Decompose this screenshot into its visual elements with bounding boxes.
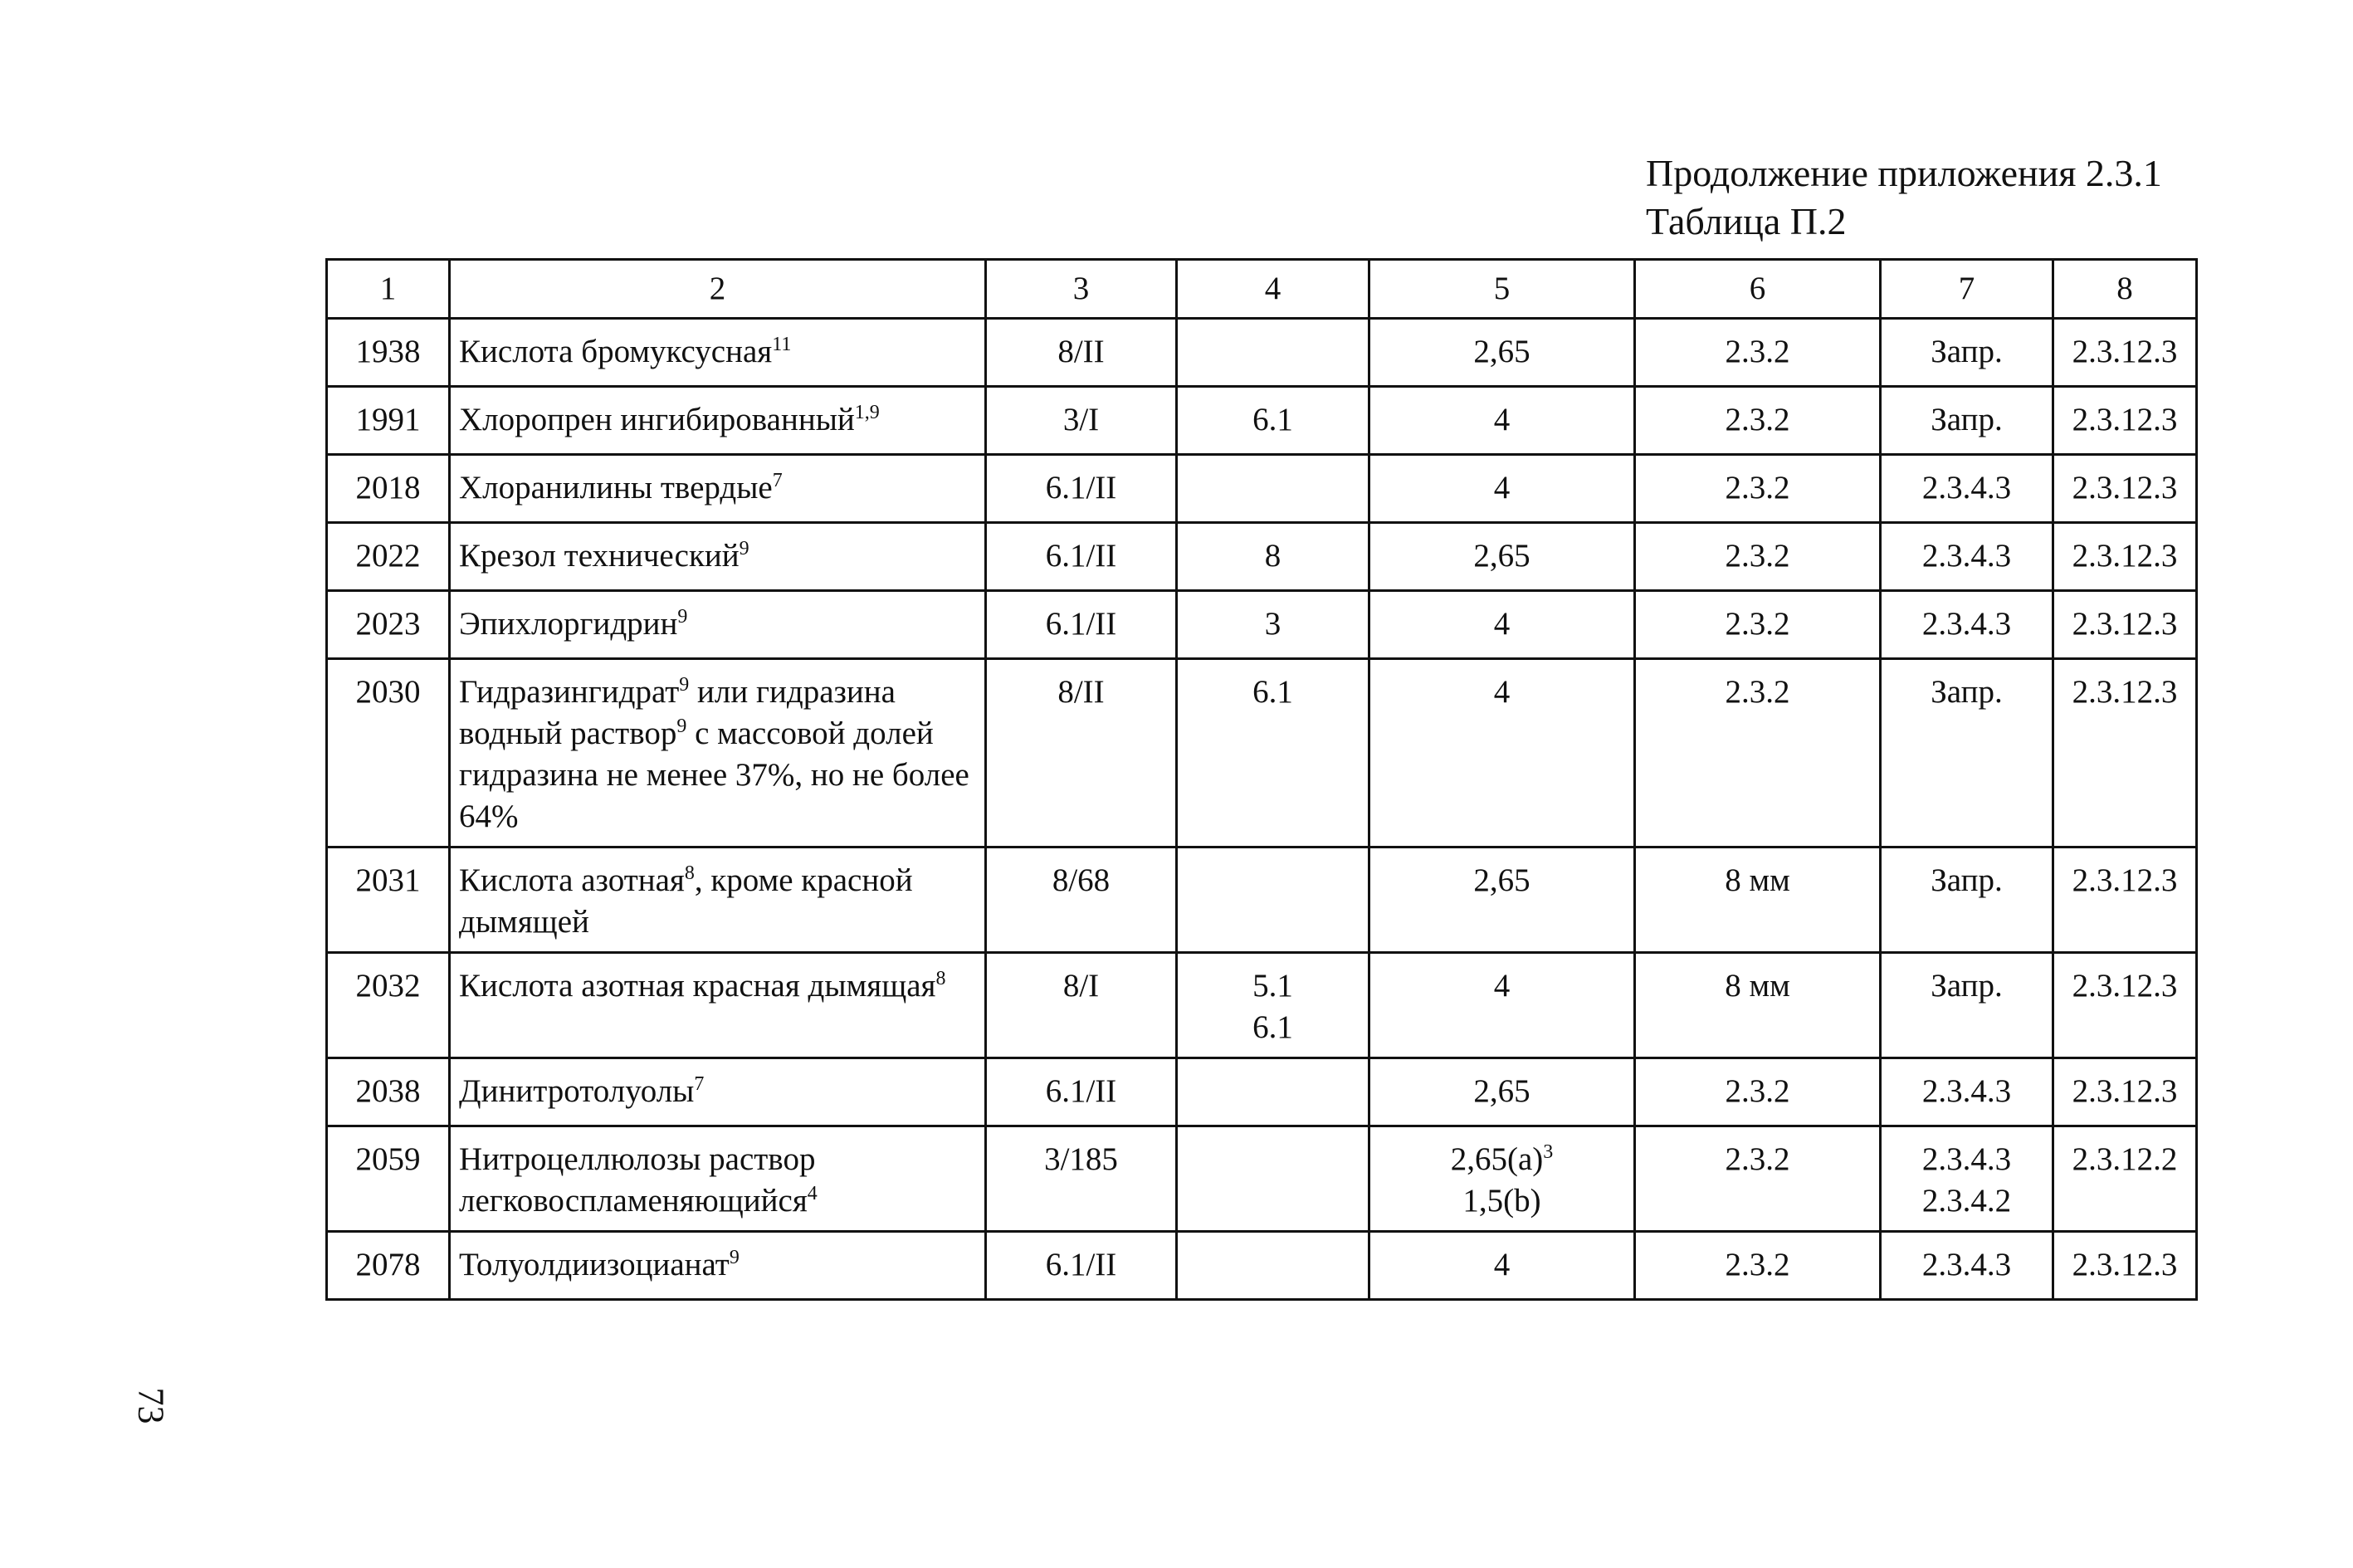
table-title: Таблица П.2: [1646, 200, 1847, 242]
value-text: 4: [1493, 470, 1511, 506]
footnote-ref: 4: [807, 1183, 818, 1204]
cell-ref-7: [1881, 591, 2053, 659]
cell-ref-7: [1881, 1232, 2053, 1300]
cell-value: [1369, 591, 1635, 659]
value-text: 4: [1493, 968, 1511, 1004]
value-text: 1,5(b): [1462, 1183, 1541, 1219]
cell-number: 2038: [327, 1058, 450, 1126]
cell-ref-7: [1881, 659, 2053, 848]
cell-line: 2.3.4.3: [1921, 606, 2012, 642]
footnote-ref: 9: [739, 538, 749, 559]
cell-name: [450, 523, 986, 591]
cell-value: [1369, 1058, 1635, 1126]
cell-line: [1377, 1139, 1627, 1180]
cell-value: [1369, 1126, 1635, 1232]
cell-subsidiary: [1177, 523, 1369, 591]
cell-number: 2018: [327, 455, 450, 523]
cell-line: 6.1: [1252, 1009, 1293, 1045]
cell-subsidiary: [1177, 1058, 1369, 1126]
cell-line: Запр.: [1931, 334, 2003, 369]
cell-subsidiary: [1177, 319, 1369, 387]
table-row: [327, 1126, 2197, 1232]
name-text-rest: или гидразина водный раствор: [459, 674, 896, 751]
cell-line: Запр.: [1931, 674, 2003, 710]
name-text: Нитроцеллюлозы раствор легковоспламеняющийся: [459, 1141, 816, 1219]
value-text: 2,65: [1473, 538, 1530, 574]
cell-ref-8: 2.3.12.3: [2053, 387, 2197, 455]
cell-class: 3/I: [986, 387, 1177, 455]
name-text-rest: , кроме красной дымящей: [459, 862, 913, 940]
cell-ref-7: [1881, 953, 2053, 1058]
cell-ref-7: [1881, 1058, 2053, 1126]
cell-ref-6: 2.3.2: [1635, 1058, 1881, 1126]
table-row: [327, 319, 2197, 387]
cell-line: [1377, 399, 1627, 441]
cell-name: [450, 1058, 986, 1126]
cell-ref-7: [1881, 455, 2053, 523]
cell-number: 2030: [327, 659, 450, 848]
cell-ref-8: 2.3.12.3: [2053, 591, 2197, 659]
cell-value: [1369, 1232, 1635, 1300]
cell-value: [1369, 455, 1635, 523]
cell-subsidiary: [1177, 659, 1369, 848]
name-text: Кислота азотная красная дымящая: [459, 968, 936, 1004]
cell-class: 6.1/II: [986, 1232, 1177, 1300]
footnote-ref: 3: [1543, 1141, 1554, 1163]
cell-line: [1377, 1071, 1627, 1112]
cell-ref-8: 2.3.12.3: [2053, 319, 2197, 387]
cell-line: 5.1: [1252, 968, 1293, 1004]
continuation-title: Продолжение приложения 2.3.1: [1646, 152, 2162, 194]
cell-ref-6: 2.3.2: [1635, 1126, 1881, 1232]
cell-class: 6.1/II: [986, 591, 1177, 659]
cell-line: 2.3.4.3: [1921, 538, 2012, 574]
table-row: [327, 1058, 2197, 1126]
cell-subsidiary: [1177, 591, 1369, 659]
header-row: [327, 260, 2197, 319]
column-header: 7: [1881, 260, 2053, 319]
footnote-ref: 9: [679, 674, 690, 696]
column-header: 4: [1177, 260, 1369, 319]
cell-line: Запр.: [1931, 402, 2003, 437]
table-body: [327, 319, 2197, 1300]
cell-line: [1377, 535, 1627, 577]
cell-ref-8: 2.3.12.2: [2053, 1126, 2197, 1232]
cell-ref-6: 2.3.2: [1635, 659, 1881, 848]
cell-line: [1377, 672, 1627, 713]
cell-ref-6: 2.3.2: [1635, 319, 1881, 387]
cell-ref-7: [1881, 523, 2053, 591]
table-row: [327, 591, 2197, 659]
cell-number: 2023: [327, 591, 450, 659]
name-text-rest: с массовой долей гидразина не менее 37%, но не более 64%: [459, 716, 969, 834]
cell-subsidiary: [1177, 1232, 1369, 1300]
name-text: Эпихлоргидрин: [459, 606, 678, 642]
column-header: 5: [1369, 260, 1635, 319]
cell-line: Запр.: [1931, 862, 2003, 898]
cell-line: 6.1: [1252, 402, 1293, 437]
cell-name: [450, 1126, 986, 1232]
cell-line: [1377, 603, 1627, 645]
cell-value: [1369, 659, 1635, 848]
cell-class: 6.1/II: [986, 455, 1177, 523]
table-row: [327, 455, 2197, 523]
cell-name: [450, 455, 986, 523]
cell-ref-7: [1881, 387, 2053, 455]
cell-ref-8: 2.3.12.3: [2053, 1232, 2197, 1300]
cell-name: [450, 319, 986, 387]
name-text: Динитротолуолы: [459, 1073, 695, 1109]
cell-subsidiary: [1177, 953, 1369, 1058]
cell-number: 2022: [327, 523, 450, 591]
cell-ref-8: 2.3.12.3: [2053, 455, 2197, 523]
cell-ref-8: 2.3.12.3: [2053, 1058, 2197, 1126]
cell-name: [450, 659, 986, 848]
cell-line: 2.3.4.3: [1921, 1247, 2012, 1282]
column-header: 6: [1635, 260, 1881, 319]
cell-line: 8: [1264, 538, 1281, 574]
name-text: Кислота бромуксусная: [459, 334, 773, 369]
footnote-ref: 9: [729, 1247, 740, 1268]
cell-line: [1377, 331, 1627, 373]
column-header: 2: [450, 260, 986, 319]
cell-number: 1991: [327, 387, 450, 455]
cell-number: 2032: [327, 953, 450, 1058]
cell-line: [1377, 860, 1627, 901]
footnote-ref: 11: [772, 334, 792, 355]
cell-number: 1938: [327, 319, 450, 387]
footnote-ref: 1,9: [854, 402, 880, 423]
cell-ref-8: 2.3.12.3: [2053, 848, 2197, 953]
footnote-ref: 8: [935, 968, 946, 989]
name-text: Крезол технический: [459, 538, 740, 574]
cell-ref-7: [1881, 1126, 2053, 1232]
cell-number: 2059: [327, 1126, 450, 1232]
cell-value: [1369, 319, 1635, 387]
table-caption: [1646, 149, 2162, 246]
footnote-ref: 7: [772, 470, 783, 491]
column-header: 3: [986, 260, 1177, 319]
column-header: 8: [2053, 260, 2197, 319]
cell-line: 2.3.4.3: [1921, 1073, 2012, 1109]
table-row: [327, 659, 2197, 848]
cell-class: 6.1/II: [986, 523, 1177, 591]
name-text: Хлоранилины твердые: [459, 470, 773, 506]
cell-class: 8/II: [986, 319, 1177, 387]
cell-class: 8/68: [986, 848, 1177, 953]
cell-name: [450, 591, 986, 659]
cell-value: [1369, 953, 1635, 1058]
table-row: [327, 848, 2197, 953]
table-row: [327, 1232, 2197, 1300]
footnote-ref: 9: [677, 606, 688, 628]
table-row: [327, 523, 2197, 591]
page-number: 73: [130, 1387, 172, 1424]
cell-subsidiary: [1177, 387, 1369, 455]
cell-name: [450, 848, 986, 953]
cell-line: [1377, 965, 1627, 1007]
cell-ref-6: 2.3.2: [1635, 591, 1881, 659]
cell-line: 6.1: [1252, 674, 1293, 710]
cell-class: 8/I: [986, 953, 1177, 1058]
value-text: 4: [1493, 606, 1511, 642]
cell-value: [1369, 523, 1635, 591]
cell-subsidiary: [1177, 455, 1369, 523]
table-row: [327, 387, 2197, 455]
cell-ref-6: 2.3.2: [1635, 387, 1881, 455]
cell-line: 2.3.4.3: [1921, 1141, 2012, 1177]
value-text: 2,65: [1473, 1073, 1530, 1109]
name-text: Гидразингидрат: [459, 674, 680, 710]
cell-line: 3: [1264, 606, 1281, 642]
cell-value: [1369, 848, 1635, 953]
cell-line: [1377, 467, 1627, 509]
cell-line: 2.3.4.2: [1921, 1183, 2012, 1219]
footnote-ref: 8: [684, 862, 695, 884]
name-text: Хлоропрен ингибированный: [459, 402, 855, 437]
value-text: 4: [1493, 402, 1511, 437]
cell-class: 3/185: [986, 1126, 1177, 1232]
cell-name: [450, 387, 986, 455]
cell-subsidiary: [1177, 848, 1369, 953]
cell-ref-6: 2.3.2: [1635, 523, 1881, 591]
cell-class: 8/II: [986, 659, 1177, 848]
cell-number: 2078: [327, 1232, 450, 1300]
table-row: [327, 953, 2197, 1058]
cell-line: 2.3.4.3: [1921, 470, 2012, 506]
cell-line: [1377, 1244, 1627, 1286]
cell-ref-6: 8 мм: [1635, 953, 1881, 1058]
name-text: Толуолдиизоцианат: [459, 1247, 730, 1282]
footnote-ref: 7: [694, 1073, 705, 1095]
cell-line: [1377, 1180, 1627, 1222]
cell-ref-7: [1881, 319, 2053, 387]
cell-ref-8: 2.3.12.3: [2053, 953, 2197, 1058]
cell-class: 6.1/II: [986, 1058, 1177, 1126]
cell-number: 2031: [327, 848, 450, 953]
cell-ref-7: [1881, 848, 2053, 953]
cell-name: [450, 953, 986, 1058]
name-text: Кислота азотная: [459, 862, 685, 898]
cell-value: [1369, 387, 1635, 455]
footnote-ref: 9: [676, 716, 687, 737]
value-text: 2,65: [1473, 862, 1530, 898]
value-text: 2,65: [1473, 334, 1530, 369]
cell-subsidiary: [1177, 1126, 1369, 1232]
cell-line: Запр.: [1931, 968, 2003, 1004]
cell-ref-8: 2.3.12.3: [2053, 659, 2197, 848]
cell-ref-8: 2.3.12.3: [2053, 523, 2197, 591]
substances-table: [325, 258, 2198, 1301]
column-header: 1: [327, 260, 450, 319]
cell-ref-6: 2.3.2: [1635, 455, 1881, 523]
value-text: 4: [1493, 1247, 1511, 1282]
cell-ref-6: 2.3.2: [1635, 1232, 1881, 1300]
cell-ref-6: 8 мм: [1635, 848, 1881, 953]
cell-name: [450, 1232, 986, 1300]
value-text: 2,65(a): [1450, 1141, 1544, 1177]
value-text: 4: [1493, 674, 1511, 710]
